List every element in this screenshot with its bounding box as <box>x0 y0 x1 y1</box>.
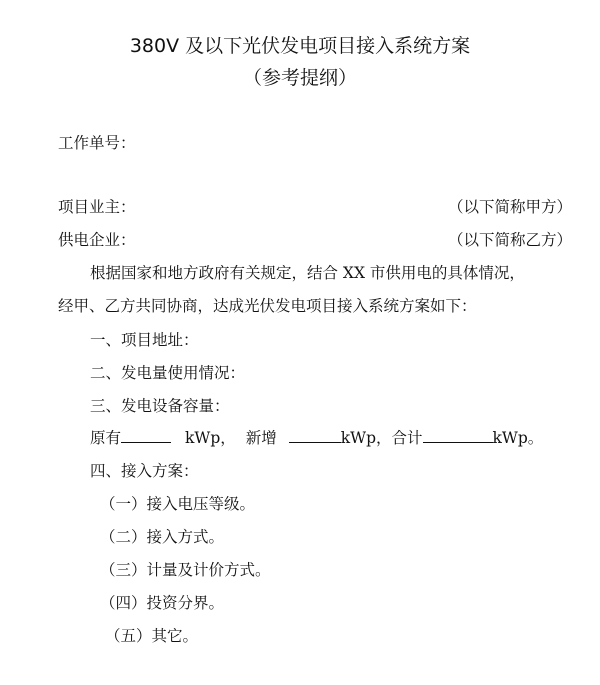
access-plan-item-method: （二）接入方式。 <box>100 528 225 546</box>
project-owner-note: （以下简称甲方） <box>447 198 572 216</box>
access-plan-item-voltage: （一）接入电压等级。 <box>100 495 256 513</box>
total-unit: kWp。 <box>492 429 544 447</box>
access-plan-item-investment: （四）投资分界。 <box>100 594 225 612</box>
project-owner-label: 项目业主： <box>58 198 136 216</box>
document-title: 380V 及以下光伏发电项目接入系统方案 <box>129 35 471 57</box>
document-subtitle: （参考提纲） <box>242 67 357 89</box>
intro-paragraph-line-1: 根据国家和地方政府有关规定，结合 XX 市供用电的具体情况， <box>90 264 525 282</box>
intro-paragraph-line-2: 经甲、乙方共同协商，达成光伏发电项目接入系统方案如下： <box>58 297 477 315</box>
existing-label: 原有 <box>90 429 122 447</box>
new-unit: kWp，合计 <box>340 429 423 447</box>
access-plan-item-metering: （三）计量及计价方式。 <box>100 561 271 579</box>
section-equipment-capacity: 三、发电设备容量： <box>90 397 230 415</box>
existing-unit: kWp， <box>185 429 236 447</box>
power-company-note: （以下简称乙方） <box>447 231 572 249</box>
work-order-label: 工作单号： <box>58 134 136 152</box>
new-label: 新增 <box>245 429 277 447</box>
total-capacity-blank[interactable] <box>423 428 493 443</box>
access-plan-item-other: （五）其它。 <box>105 627 199 645</box>
capacity-line <box>90 428 543 448</box>
section-generation-usage: 二、发电量使用情况： <box>90 364 246 382</box>
existing-capacity-blank[interactable] <box>121 428 171 443</box>
new-capacity-blank[interactable] <box>289 428 341 443</box>
power-company-label: 供电企业： <box>58 231 136 249</box>
section-access-plan: 四、接入方案： <box>90 462 199 480</box>
section-project-address: 一、项目地址： <box>90 331 199 349</box>
